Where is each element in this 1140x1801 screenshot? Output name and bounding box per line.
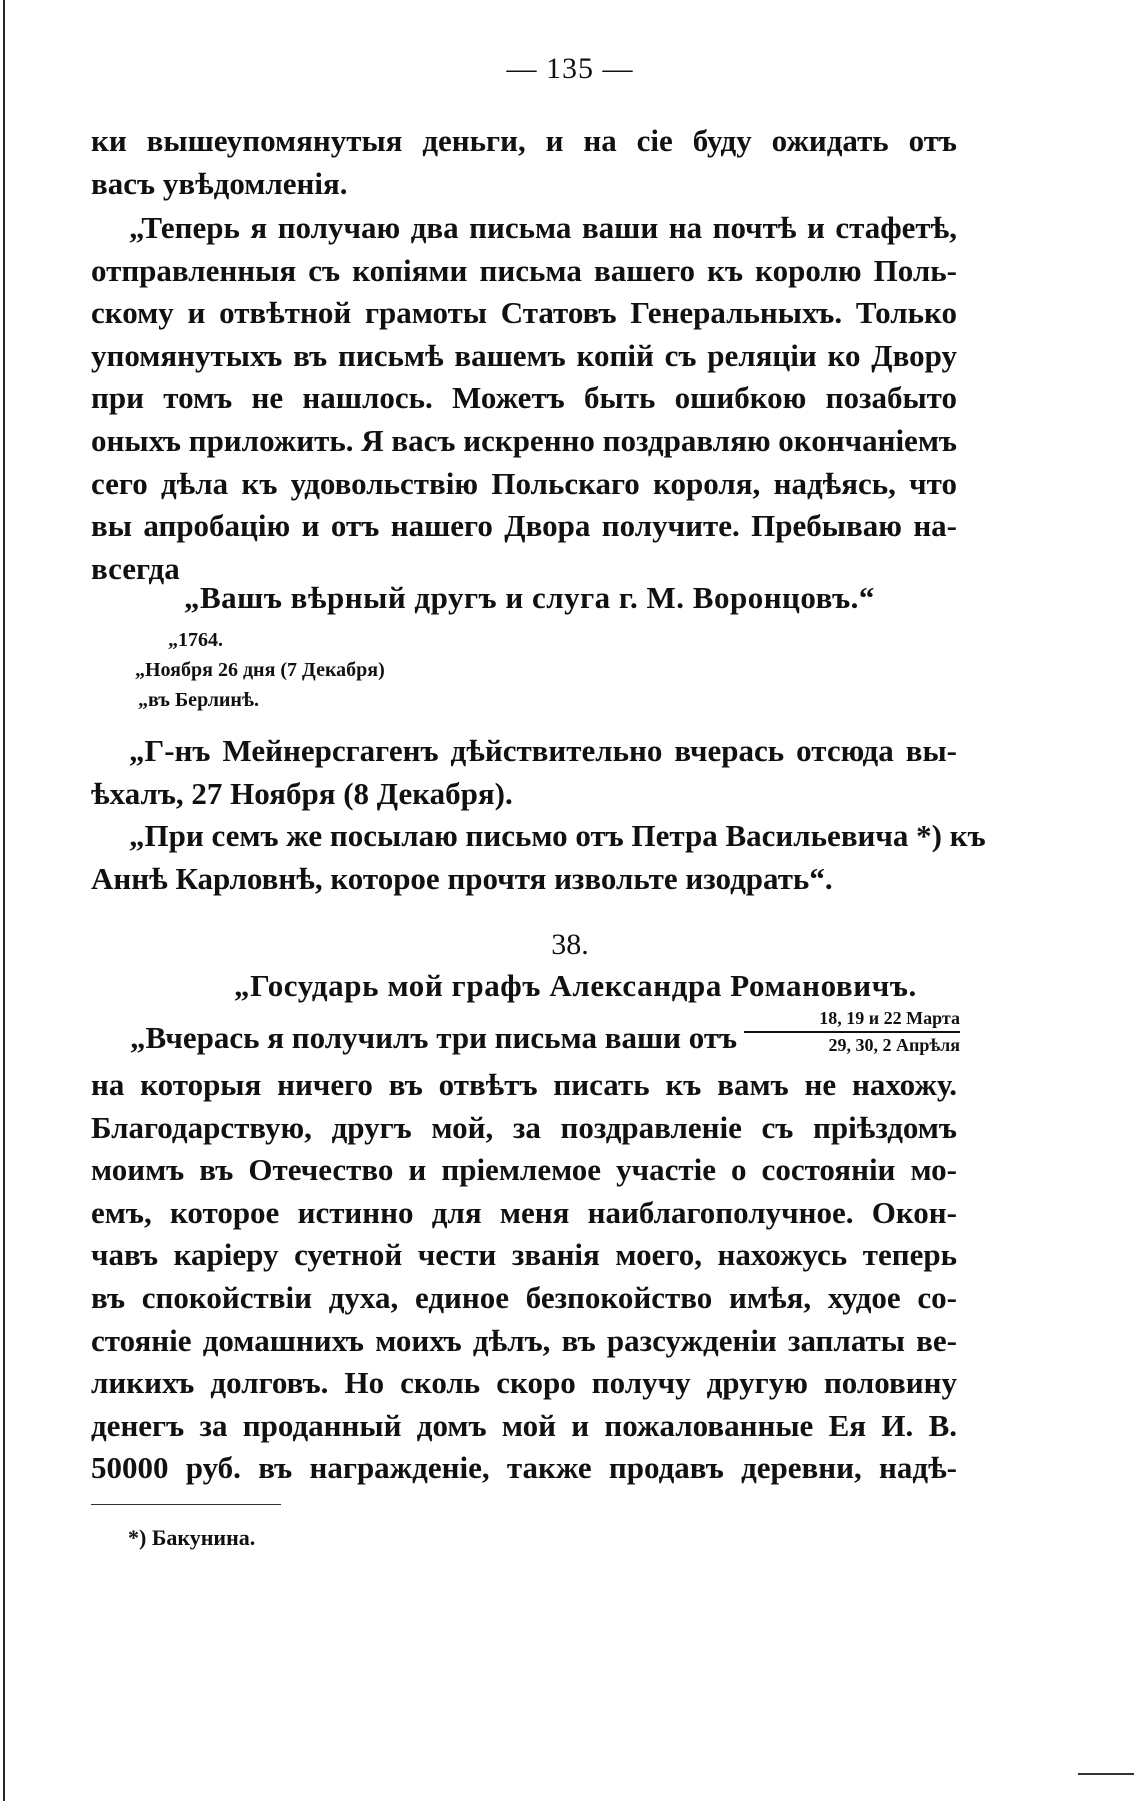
text-line: „Теперь я получаю два письма ваши на почтѣ и стафетѣ, [129, 210, 957, 245]
text-line: Благодарствую, другъ мой, за поздравленіе съ пріѣздомъ [91, 1109, 957, 1145]
text-line: чавъ каріеру суетной чести званія моего, нахожусь теперь [91, 1237, 957, 1273]
place-and-date [135, 625, 385, 715]
text-line: въ спокойствіи духа, единое безпокойство имѣя, худое со- [91, 1279, 957, 1315]
date-fraction-denominator: 29, 30, 2 Апрѣля [828, 1035, 960, 1055]
text-line: оныхъ приложить. Я васъ искренно поздравляю окончаніемъ [91, 422, 958, 458]
section-number: 38. [551, 928, 589, 961]
page-corner-mark [1078, 1773, 1134, 1775]
letter-signature: „Вашъ вѣрный другъ и слуга г. М. Воронцовъ.“ [184, 580, 875, 615]
text-line: скому и отвѣтной грамоты Статовъ Генеральныхъ. Только [91, 295, 957, 331]
date-day: „Ноября 26 дня (7 Декабря) [135, 659, 385, 681]
text-line: отправленныя съ копіями письма вашего къ королю Поль- [91, 252, 957, 288]
text-line: васъ увѣдомленія. [91, 165, 348, 201]
text-line: всегда [91, 550, 180, 586]
letter-body [91, 1064, 957, 1490]
text-line: 50000 руб. въ награжденіе, также продавъ деревни, надѣ- [91, 1450, 957, 1486]
footnote: *) Бакунина. [128, 1525, 256, 1550]
letter-salutation: „Государь мой графъ Александра Романовичъ. [234, 968, 917, 1003]
text-line: вы апробацію и отъ нашего Двора получите. Пребываю на- [91, 508, 957, 544]
date-fraction [744, 1008, 960, 1056]
place-name: „въ Берлинѣ. [138, 689, 259, 711]
page-number: — 135 — [506, 52, 634, 85]
text-line: „Г-нъ Мейнерсгагенъ дѣйствительно вчерась отсюда вы- [129, 733, 957, 768]
text-line: денегъ за проданный домъ мой и пожалованные Ея И. В. [91, 1407, 957, 1443]
text-line: сего дѣла къ удовольствію Польскаго короля, надѣясь, что [91, 465, 957, 501]
text-line: ки вышеупомянутыя деньги, и на сіе буду ожидать отъ [91, 123, 957, 158]
text-line: ѣхалъ, 27 Ноября (8 Декабря). [91, 775, 513, 811]
paragraph-continuation [91, 120, 957, 205]
page-edge-rule [3, 0, 5, 1801]
text-line: ликихъ долговъ. Но сколь скоро получу другую половину [91, 1365, 957, 1401]
text-line: на которыя ничего въ отвѣтъ писать къ вамъ не нахожу. [91, 1067, 957, 1102]
text-line: „При семъ же посылаю письмо отъ Петра Васильевича *) къ [129, 818, 986, 854]
text-line: моимъ въ Отечество и пріемлемое участіе о состояніи мо- [91, 1152, 957, 1188]
text-line: при томъ не нашлось. Можетъ быть ошибкою позабыто [91, 380, 957, 416]
postscript-paragraph [91, 730, 986, 900]
letter-paragraph [91, 207, 957, 590]
footnote-divider [91, 1504, 281, 1505]
date-fraction-numerator: 18, 19 и 22 Марта [744, 1008, 960, 1033]
letter-first-line: „Вчерась я получилъ три письма ваши отъ [130, 1020, 738, 1055]
date-year: „1764. [168, 629, 223, 651]
text-line: Аннѣ Карловнѣ, которое прочтя извольте изодрать“. [91, 860, 833, 896]
text-line: стояніе домашнихъ моихъ дѣлъ, въ разсужденіи заплаты ве- [91, 1322, 957, 1358]
text-line: емъ, которое истинно для меня наиблагополучное. Окон- [91, 1194, 957, 1230]
text-line: упомянутыхъ въ письмѣ вашемъ копій съ реляціи ко Двору [91, 337, 957, 373]
